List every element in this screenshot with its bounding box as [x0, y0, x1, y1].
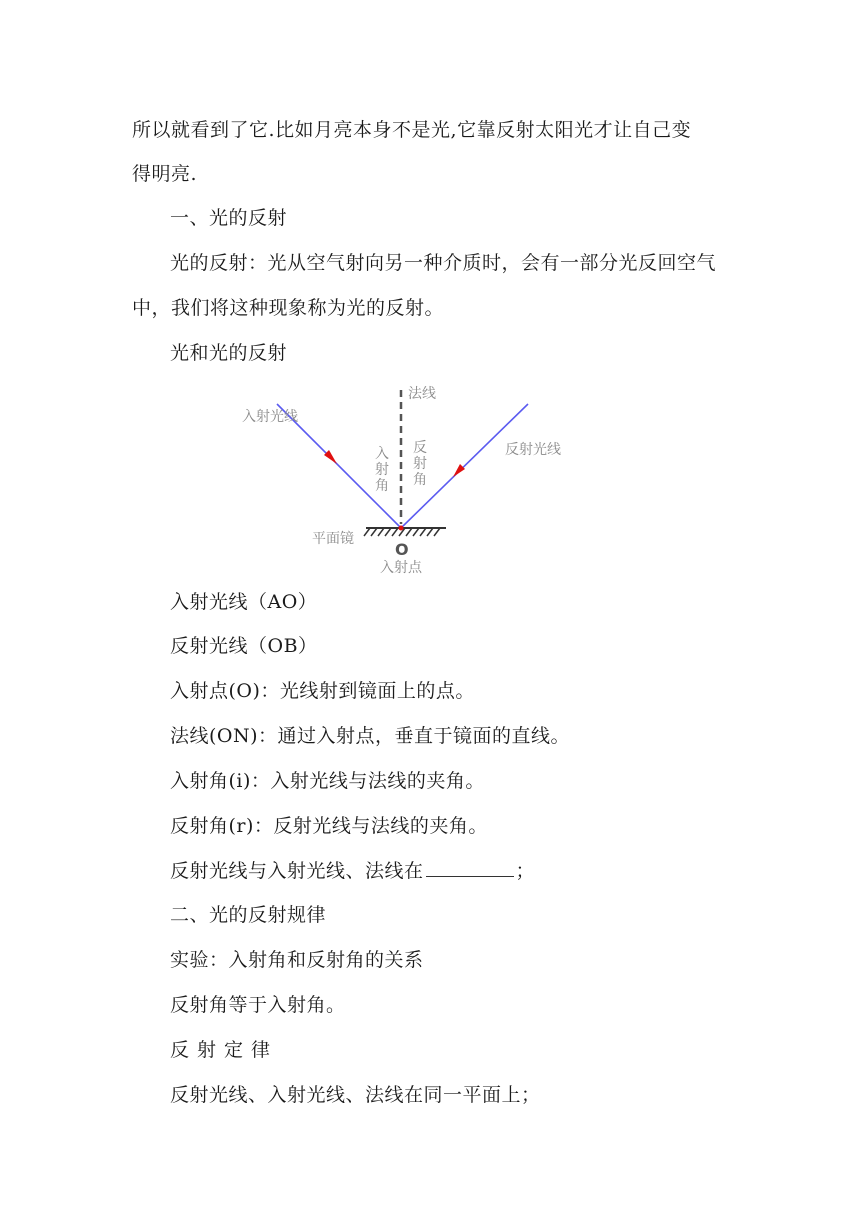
- term-line: 入射点(O)：光线射到镜面上的点。: [170, 680, 475, 702]
- incident-point-dot: [399, 526, 404, 531]
- mirror-surface: [364, 528, 446, 536]
- definition-line: 中，我们将这种现象称为光的反射。: [132, 297, 445, 319]
- reflected-angle-label: 射: [413, 456, 427, 472]
- reflected-angle-label: 角: [413, 472, 427, 488]
- term-line: 反射光线（OB）: [170, 635, 318, 657]
- fill-blank-prefix: 反射光线与入射光线、法线在: [170, 860, 424, 882]
- reflected-arrow-icon: [453, 464, 465, 477]
- diagram-caption: 光和光的反射: [170, 342, 288, 364]
- reflected-angle-label: 反: [413, 440, 427, 456]
- incident-angle-label: 入: [375, 446, 389, 462]
- paragraph-line: 得明亮.: [132, 163, 198, 185]
- section-heading: 一、光的反射: [170, 207, 288, 229]
- fill-blank-line: [170, 858, 535, 883]
- law-line: 反射光线、入射光线、法线在同一平面上；: [170, 1084, 541, 1106]
- term-line: 入射光线（AO）: [170, 591, 318, 613]
- term-line: 法线(ON)：通过入射点，垂直于镜面的直线。: [170, 725, 571, 747]
- section-heading: 二、光的反射规律: [170, 904, 327, 926]
- mirror-label: 平面镜: [312, 531, 354, 547]
- reflected-ray-label: 反射光线: [505, 442, 561, 458]
- answer-blank[interactable]: [426, 858, 514, 877]
- law-title: 反射定律: [170, 1039, 279, 1061]
- point-letter: O: [395, 540, 409, 559]
- experiment-line: 实验：入射角和反射角的关系: [170, 949, 424, 971]
- incident-point-label: 入射点: [380, 560, 422, 576]
- result-line: 反射角等于入射角。: [170, 994, 346, 1016]
- paragraph-line: 所以就看到了它.比如月亮本身不是光,它靠反射太阳光才让自己变: [132, 119, 692, 141]
- term-line: 反射角(r)：反射光线与法线的夹角。: [170, 815, 488, 837]
- incident-angle-label: 角: [375, 478, 389, 494]
- normal-label: 法线: [408, 386, 436, 402]
- fill-blank-suffix: ；: [515, 860, 536, 882]
- reflection-diagram: [232, 376, 592, 586]
- definition-line: 光的反射：光从空气射向另一种介质时，会有一部分光反回空气: [170, 252, 717, 274]
- term-line: 入射角(i)：入射光线与法线的夹角。: [170, 770, 485, 792]
- incident-angle-label: 射: [375, 462, 389, 478]
- incident-ray-label: 入射光线: [242, 409, 298, 425]
